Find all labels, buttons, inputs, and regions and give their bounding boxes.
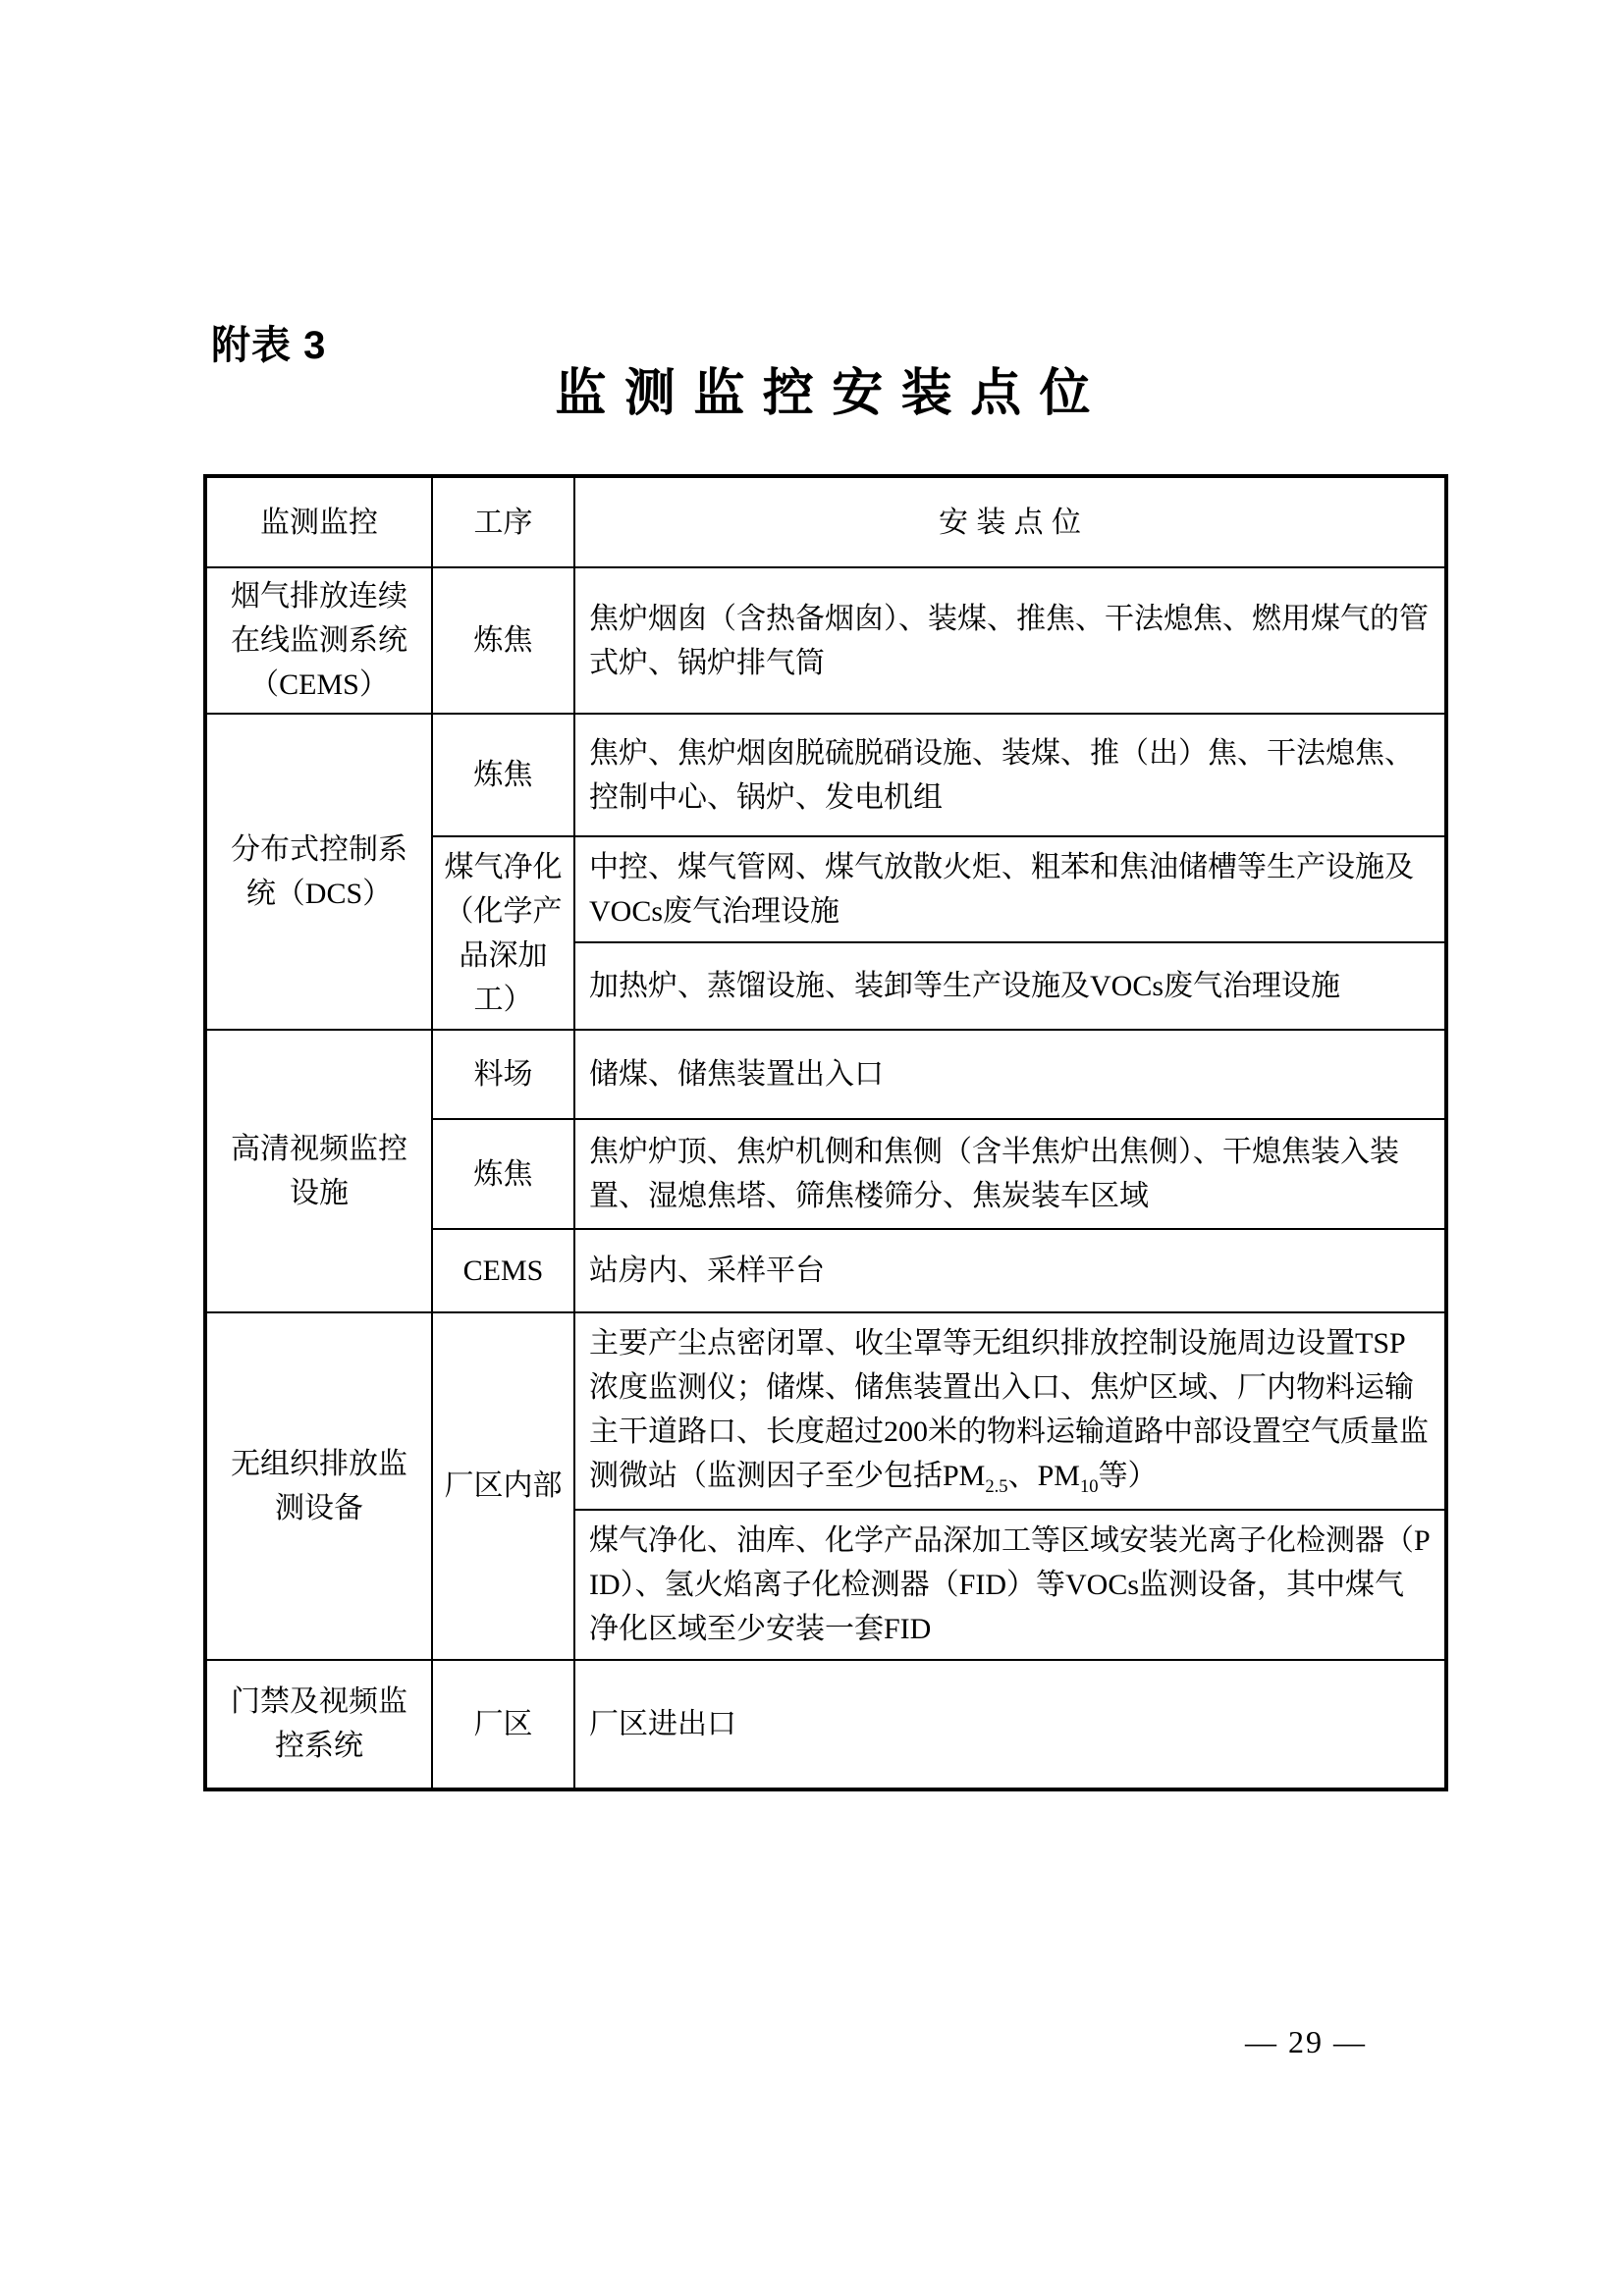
cell-process: 料场 <box>432 1030 574 1119</box>
cell-points: 储煤、储焦装置出入口 <box>574 1030 1446 1119</box>
cell-process: 煤气净化（化学产品深加工） <box>432 836 574 1030</box>
document-title: 监 测 监 控 安 装 点 位 <box>555 365 1093 422</box>
cell-points: 站房内、采样平台 <box>574 1229 1446 1312</box>
appendix-label: 附表 3 <box>211 324 327 367</box>
cell-points: 煤气净化、油库、化学产品深加工等区域安装光离子化检测器（PID）、氢火焰离子化检测器（FID）等VOCs监测设备，其中煤气净化区域至少安装一套FID <box>574 1510 1446 1660</box>
cell-points: 主要产尘点密闭罩、收尘罩等无组织排放控制设施周边设置TSP浓度监测仪；储煤、储焦装置出入口、焦炉区域、厂内物料运输主干道路口、长度超过200米的物料运输道路中部设置空气质量监测微站（监测因子至少包括$PM_{2.5}$、$PM_{10}$等） <box>574 1312 1446 1510</box>
cell-points: 焦炉烟囱（含热备烟囱）、装煤、推焦、干法熄焦、燃用煤气的管式炉、锅炉排气筒 <box>574 567 1446 714</box>
cell-points: 厂区进出口 <box>574 1660 1446 1789</box>
cell-process: 炼焦 <box>432 567 574 714</box>
cell-process: 炼焦 <box>432 714 574 836</box>
table-row <box>205 714 1446 836</box>
header-process: 工序 <box>432 476 574 567</box>
cell-system-fugitive: 无组织排放监测设备 <box>205 1312 432 1660</box>
table-row <box>205 1660 1446 1789</box>
table-row <box>205 567 1446 714</box>
cell-process: CEMS <box>432 1229 574 1312</box>
cell-system-video: 高清视频监控设施 <box>205 1030 432 1312</box>
cell-points: 加热炉、蒸馏设施、装卸等生产设施及VOCs废气治理设施 <box>574 942 1446 1030</box>
cell-points: 焦炉、焦炉烟囱脱硫脱硝设施、装煤、推（出）焦、干法熄焦、控制中心、锅炉、发电机组 <box>574 714 1446 836</box>
header-points: 安 装 点 位 <box>574 476 1446 567</box>
header-system: 监测监控 <box>205 476 432 567</box>
cell-system-access: 门禁及视频监控系统 <box>205 1660 432 1789</box>
monitoring-points-table <box>203 474 1448 1791</box>
cell-system-dcs: 分布式控制系统（DCS） <box>205 714 432 1030</box>
cell-points: 中控、煤气管网、煤气放散火炬、粗苯和焦油储槽等生产设施及VOCs废气治理设施 <box>574 836 1446 942</box>
cell-process: 厂区 <box>432 1660 574 1789</box>
cell-system-cems: 烟气排放连续在线监测系统（CEMS） <box>205 567 432 714</box>
page-number: — 29 — <box>1245 2024 1367 2059</box>
cell-process: 厂区内部 <box>432 1312 574 1660</box>
cell-process: 炼焦 <box>432 1119 574 1229</box>
table-header-row <box>205 476 1446 567</box>
cell-points: 焦炉炉顶、焦炉机侧和焦侧（含半焦炉出焦侧）、干熄焦装入装置、湿熄焦塔、筛焦楼筛分、焦炭装车区域 <box>574 1119 1446 1229</box>
table-row <box>205 1030 1446 1119</box>
table-row <box>205 1312 1446 1510</box>
